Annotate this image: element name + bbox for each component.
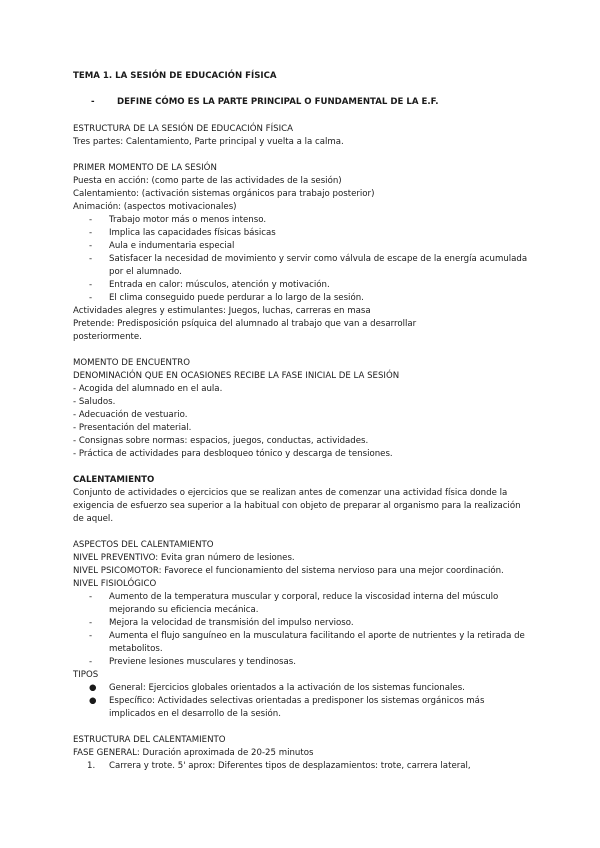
section-heading: CALENTAMIENTO xyxy=(73,475,155,485)
section-paragraph: Conjunto de actividades o ejercicios que se realizan antes de comenzar una actividad física donde la exigencia de esfuerzo sea superior a la habitual con objeto de preparar al organismo para la realización de aquel. xyxy=(73,488,521,524)
list-item: - Práctica de actividades para desbloqueo tónico y descarga de tensiones. xyxy=(73,449,393,459)
page-title: TEMA 1. LA SESIÓN DE EDUCACIÓN FÍSICA xyxy=(73,71,277,81)
text-line: NIVEL PREVENTIVO: Evita gran número de lesiones. xyxy=(73,553,295,563)
list-item: - Consignas sobre normas: espacios, juegos, conductas, actividades. xyxy=(73,436,369,446)
section-subheading: DENOMINACIÓN QUE EN OCASIONES RECIBE LA FASE INICIAL DE LA SESIÓN xyxy=(73,371,400,381)
question-heading xyxy=(73,96,533,109)
list-item: - Aula e indumentaria especial xyxy=(89,241,235,251)
section-heading: ASPECTOS DEL CALENTAMIENTO xyxy=(73,540,214,550)
text-line: NIVEL PSICOMOTOR: Favorece el funcionamiento del sistema nervioso para una mejor coordinación. xyxy=(73,566,504,576)
list-item: - Saludos. xyxy=(73,397,116,407)
list-item: - Adecuación de vestuario. xyxy=(73,410,188,420)
text-line: FASE GENERAL: Duración aproximada de 20-25 minutos xyxy=(73,748,314,758)
numbered-list xyxy=(73,760,533,773)
text-line: Calentamiento: (activación sistemas orgánicos para trabajo posterior) xyxy=(73,189,375,199)
list-item: - Mejora la velocidad de transmisión del impulso nervioso. xyxy=(89,618,354,628)
bullet-list xyxy=(73,682,533,721)
list-item: - Presentación del material. xyxy=(73,423,192,433)
section-heading: ESTRUCTURA DE LA SESIÓN DE EDUCACIÓN FÍSICA xyxy=(73,124,293,134)
section-calentamiento xyxy=(73,474,533,526)
list-item: - Implica las capacidades físicas básicas xyxy=(89,228,276,238)
section-text: Tres partes: Calentamiento, Parte principal y vuelta a la calma. xyxy=(73,137,344,147)
list-item: - Aumenta el flujo sanguíneo en la musculatura facilitando el aporte de nutrientes y la retirada de metabolitos. xyxy=(89,631,525,654)
bullet-icon: ● xyxy=(89,696,97,706)
list-item: - El clima conseguido puede perdurar a lo largo de la sesión. xyxy=(89,293,364,303)
list-item: - Acogida del alumnado en el aula. xyxy=(73,384,223,394)
tipos-label: TIPOS xyxy=(73,670,99,680)
text-line: NIVEL FISIOLÓGICO xyxy=(73,579,157,589)
section-encuentro xyxy=(73,357,533,461)
list-item: - Satisfacer la necesidad de movimiento y servir como válvula de escape de la energía acumulada por el alumnado. xyxy=(89,254,528,277)
section-estructura-calentamiento xyxy=(73,734,533,773)
list-item: 1. Carrera y trote. 5' aprox: Diferentes tipos de desplazamientos: trote, carrera lateral, xyxy=(87,761,471,771)
text-line: posteriormente. xyxy=(73,332,142,342)
section-heading: MOMENTO DE ENCUENTRO xyxy=(73,358,190,368)
list-item: - Aumento de la temperatura muscular y corporal, reduce la viscosidad interna del músculo mejorando su eficiencia mecánica. xyxy=(89,592,499,615)
text-line: Puesta en acción: (como parte de las actividades de la sesión) xyxy=(73,176,342,186)
section-heading: ESTRUCTURA DEL CALENTAMIENTO xyxy=(73,735,226,745)
text-line: Actividades alegres y estimulantes: Juegos, luchas, carreras en masa xyxy=(73,306,371,316)
list-item: - Trabajo motor más o menos intenso. xyxy=(89,215,267,225)
section-primer-momento xyxy=(73,162,533,344)
document-content xyxy=(73,70,533,773)
section-estructura xyxy=(73,123,533,149)
dash-list xyxy=(73,591,533,669)
section-heading: PRIMER MOMENTO DE LA SESIÓN xyxy=(73,163,217,173)
bullet-icon: ● xyxy=(89,683,97,693)
section-aspectos xyxy=(73,539,533,721)
list-item: ● General: Ejercicios globales orientados a la activación de los sistemas funcionales. xyxy=(89,683,465,693)
question-text: DEFINE CÓMO ES LA PARTE PRINCIPAL O FUNDAMENTAL DE LA E.F. xyxy=(117,97,439,107)
text-line: Animación: (aspectos motivacionales) xyxy=(73,202,237,212)
list-item: ● Específico: Actividades selectivas orientadas a predisponer los sistemas orgánicos más implicados en el desarrollo de la sesión. xyxy=(89,696,485,719)
list-item: - Previene lesiones musculares y tendinosas. xyxy=(89,657,297,667)
dash-list xyxy=(73,214,533,305)
dash-marker: - xyxy=(91,97,95,107)
text-line: Pretende: Predisposición psíquica del alumnado al trabajo que van a desarrollar xyxy=(73,319,417,329)
list-item: - Entrada en calor: músculos, atención y motivación. xyxy=(89,280,330,290)
